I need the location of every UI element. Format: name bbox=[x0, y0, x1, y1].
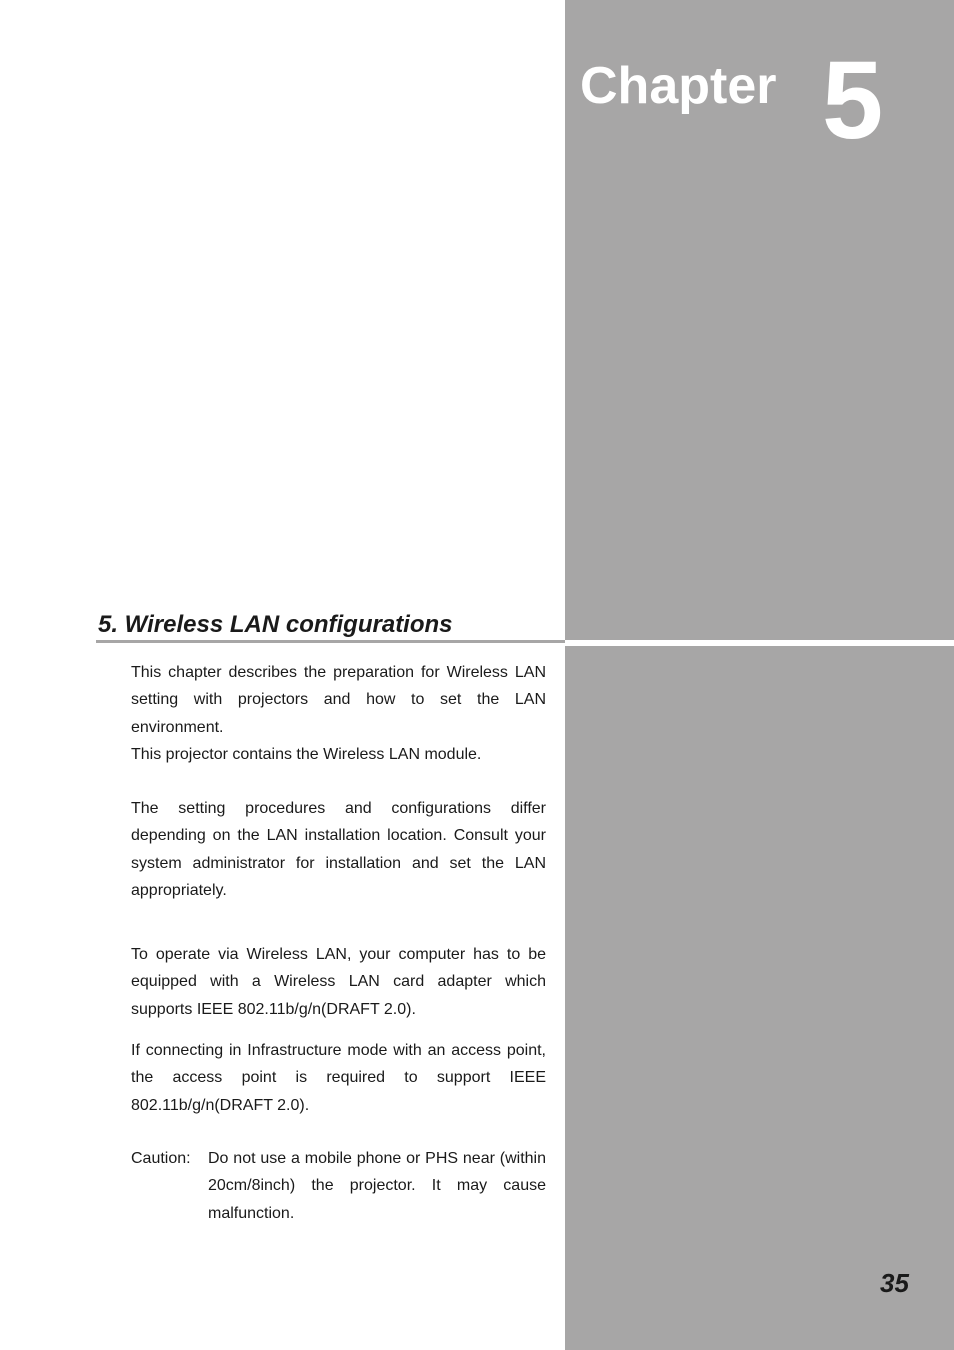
chapter-side-panel-bottom bbox=[565, 646, 954, 1350]
paragraph-access-point-requirements: If connecting in Infrastructure mode with an access point, the access point is required to support IEEE 802.11b/g/n(DRAFT 2.0). bbox=[131, 1042, 546, 1114]
caution-note bbox=[131, 1145, 546, 1227]
caution-text: Do not use a mobile phone or PHS near (within 20cm/8inch) the projector. It may cause malfunction. bbox=[208, 1150, 546, 1222]
paragraph-computer-requirements: To operate via Wireless LAN, your computer has to be equipped with a Wireless LAN card adapter which supports IEEE 802.11b/g/n(DRAFT 2.0). bbox=[131, 946, 546, 1018]
chapter-heading-word: Chapter bbox=[580, 57, 777, 115]
section-title: 5. Wireless LAN configurations bbox=[98, 611, 453, 638]
section-title-rule bbox=[96, 640, 565, 643]
paragraph-intro: This chapter describes the preparation for Wireless LAN setting with projectors and how to set the LAN environment. bbox=[131, 664, 546, 736]
chapter-heading-number: 5 bbox=[822, 39, 884, 162]
paragraph-setting-procedures: The setting procedures and configurations differ depending on the LAN installation location. Consult your system administrator for installation and set the LAN appropriately. bbox=[131, 800, 546, 899]
page-number: 35 bbox=[880, 1268, 909, 1298]
caution-label: Caution: bbox=[131, 1150, 191, 1167]
paragraph-module-note: This projector contains the Wireless LAN module. bbox=[131, 746, 482, 763]
